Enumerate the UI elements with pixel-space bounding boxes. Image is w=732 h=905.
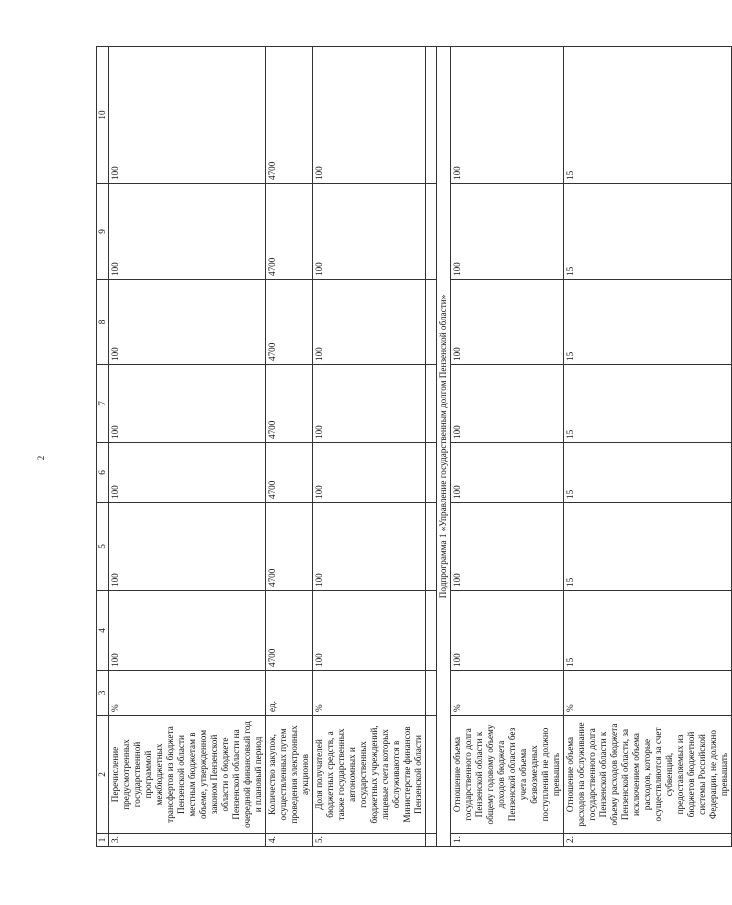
value-cell: 100 xyxy=(313,503,426,591)
value-cell: 100 xyxy=(109,503,266,591)
header-cell: 8 xyxy=(97,280,109,365)
value-cell: 100 xyxy=(109,280,266,365)
value-cell: 4700 xyxy=(266,280,313,365)
spacer-cell xyxy=(426,365,437,443)
spacer-cell xyxy=(426,503,437,591)
value-cell: 15 xyxy=(564,184,732,280)
value-cell: 100 xyxy=(313,47,426,184)
indicator-name: Отношение объема государственного долга Пензенской области к общему годовому объему доходов бюджета Пензенской области без учета объема безвозмездных поступлений не должно превышать xyxy=(451,716,564,834)
spacer-cell xyxy=(426,671,437,716)
row-number: 1. xyxy=(451,834,564,847)
value-cell: 100 xyxy=(451,47,564,184)
value-cell: 15 xyxy=(564,443,732,503)
header-cell: 2 xyxy=(97,716,109,834)
value-cell: 100 xyxy=(109,184,266,280)
value-cell: 100 xyxy=(451,365,564,443)
header-cell: 1 xyxy=(97,834,109,847)
row-number: 4. xyxy=(266,834,313,847)
value-cell: 15 xyxy=(564,47,732,184)
table-row xyxy=(451,47,564,847)
value-cell: 100 xyxy=(109,365,266,443)
spacer-cell xyxy=(426,47,437,184)
value-cell: 4700 xyxy=(266,365,313,443)
value-cell: 100 xyxy=(313,591,426,671)
value-cell: 100 xyxy=(451,443,564,503)
page-number: 2 xyxy=(36,455,46,461)
table-row xyxy=(313,47,426,847)
row-number: 5. xyxy=(313,834,426,847)
value-cell: 100 xyxy=(109,443,266,503)
indicator-name: Количество закупок, осуществленных путем проведения электронных аукционов xyxy=(266,716,313,834)
indicator-name: Доля получателей бюджетных средств, а также государственных автономных и государственных бюджетных учреждений, лицевые счета которых обслуживаются в Министерстве финансов Пензенской области xyxy=(313,716,426,834)
value-cell: 4700 xyxy=(266,503,313,591)
value-cell: 15 xyxy=(564,280,732,365)
row-number: 3. xyxy=(109,834,266,847)
value-cell: 100 xyxy=(451,280,564,365)
header-cell: 9 xyxy=(97,184,109,280)
spacer-cell xyxy=(426,591,437,671)
unit-cell: ед. xyxy=(266,671,313,716)
table-row xyxy=(109,47,266,847)
rotated-table-container xyxy=(96,47,729,847)
unit-cell: % xyxy=(451,671,564,716)
unit-cell: % xyxy=(564,671,732,716)
header-cell: 7 xyxy=(97,365,109,443)
value-cell: 4700 xyxy=(266,443,313,503)
value-cell: 100 xyxy=(313,184,426,280)
spacer-cell xyxy=(426,280,437,365)
table-row xyxy=(564,47,732,847)
value-cell: 100 xyxy=(313,365,426,443)
value-cell: 100 xyxy=(313,443,426,503)
header-cell: 5 xyxy=(97,503,109,591)
spacer-cell xyxy=(426,184,437,280)
unit-cell: % xyxy=(313,671,426,716)
spacer-row xyxy=(426,47,437,847)
value-cell: 100 xyxy=(451,591,564,671)
table-row xyxy=(266,47,313,847)
indicator-name: Перечисление предусмотренных государственной программой межбюджетных трансфертов из бюджета Пензенской области местным бюджетам в объеме, утвержденном законом Пензенской области о бюджете Пензенской области на очередной финансовый год и плановый период xyxy=(109,716,266,834)
subprogram-title: Подпрограмма 1 «Управление государственным долгом Пензенской области» xyxy=(437,47,451,847)
subprogram-row xyxy=(437,47,451,847)
value-cell: 4700 xyxy=(266,591,313,671)
unit-cell: % xyxy=(109,671,266,716)
spacer-cell xyxy=(426,443,437,503)
indicators-table xyxy=(96,46,732,847)
value-cell: 15 xyxy=(564,503,732,591)
value-cell: 4700 xyxy=(266,184,313,280)
value-cell: 100 xyxy=(451,503,564,591)
header-cell: 6 xyxy=(97,443,109,503)
value-cell: 100 xyxy=(109,47,266,184)
value-cell: 100 xyxy=(109,591,266,671)
indicator-name: Отношение объема расходов на обслуживание государственного долга Пензенской области к объему расходов бюджета Пензенской области, за исключением объема расходов, которые осуществляются за счет субвенций, предоставляемых из бюджетов бюджетной системы Российской Федерации, не должно превышать xyxy=(564,716,732,834)
value-cell: 4700 xyxy=(266,47,313,184)
value-cell: 100 xyxy=(313,280,426,365)
header-cell: 3 xyxy=(97,671,109,716)
header-cell: 4 xyxy=(97,591,109,671)
row-number: 2. xyxy=(564,834,732,847)
value-cell: 15 xyxy=(564,365,732,443)
value-cell: 100 xyxy=(451,184,564,280)
spacer-cell xyxy=(426,716,437,834)
spacer-cell xyxy=(426,834,437,847)
value-cell: 15 xyxy=(564,591,732,671)
header-cell: 10 xyxy=(97,47,109,184)
table-header-row xyxy=(97,47,109,847)
